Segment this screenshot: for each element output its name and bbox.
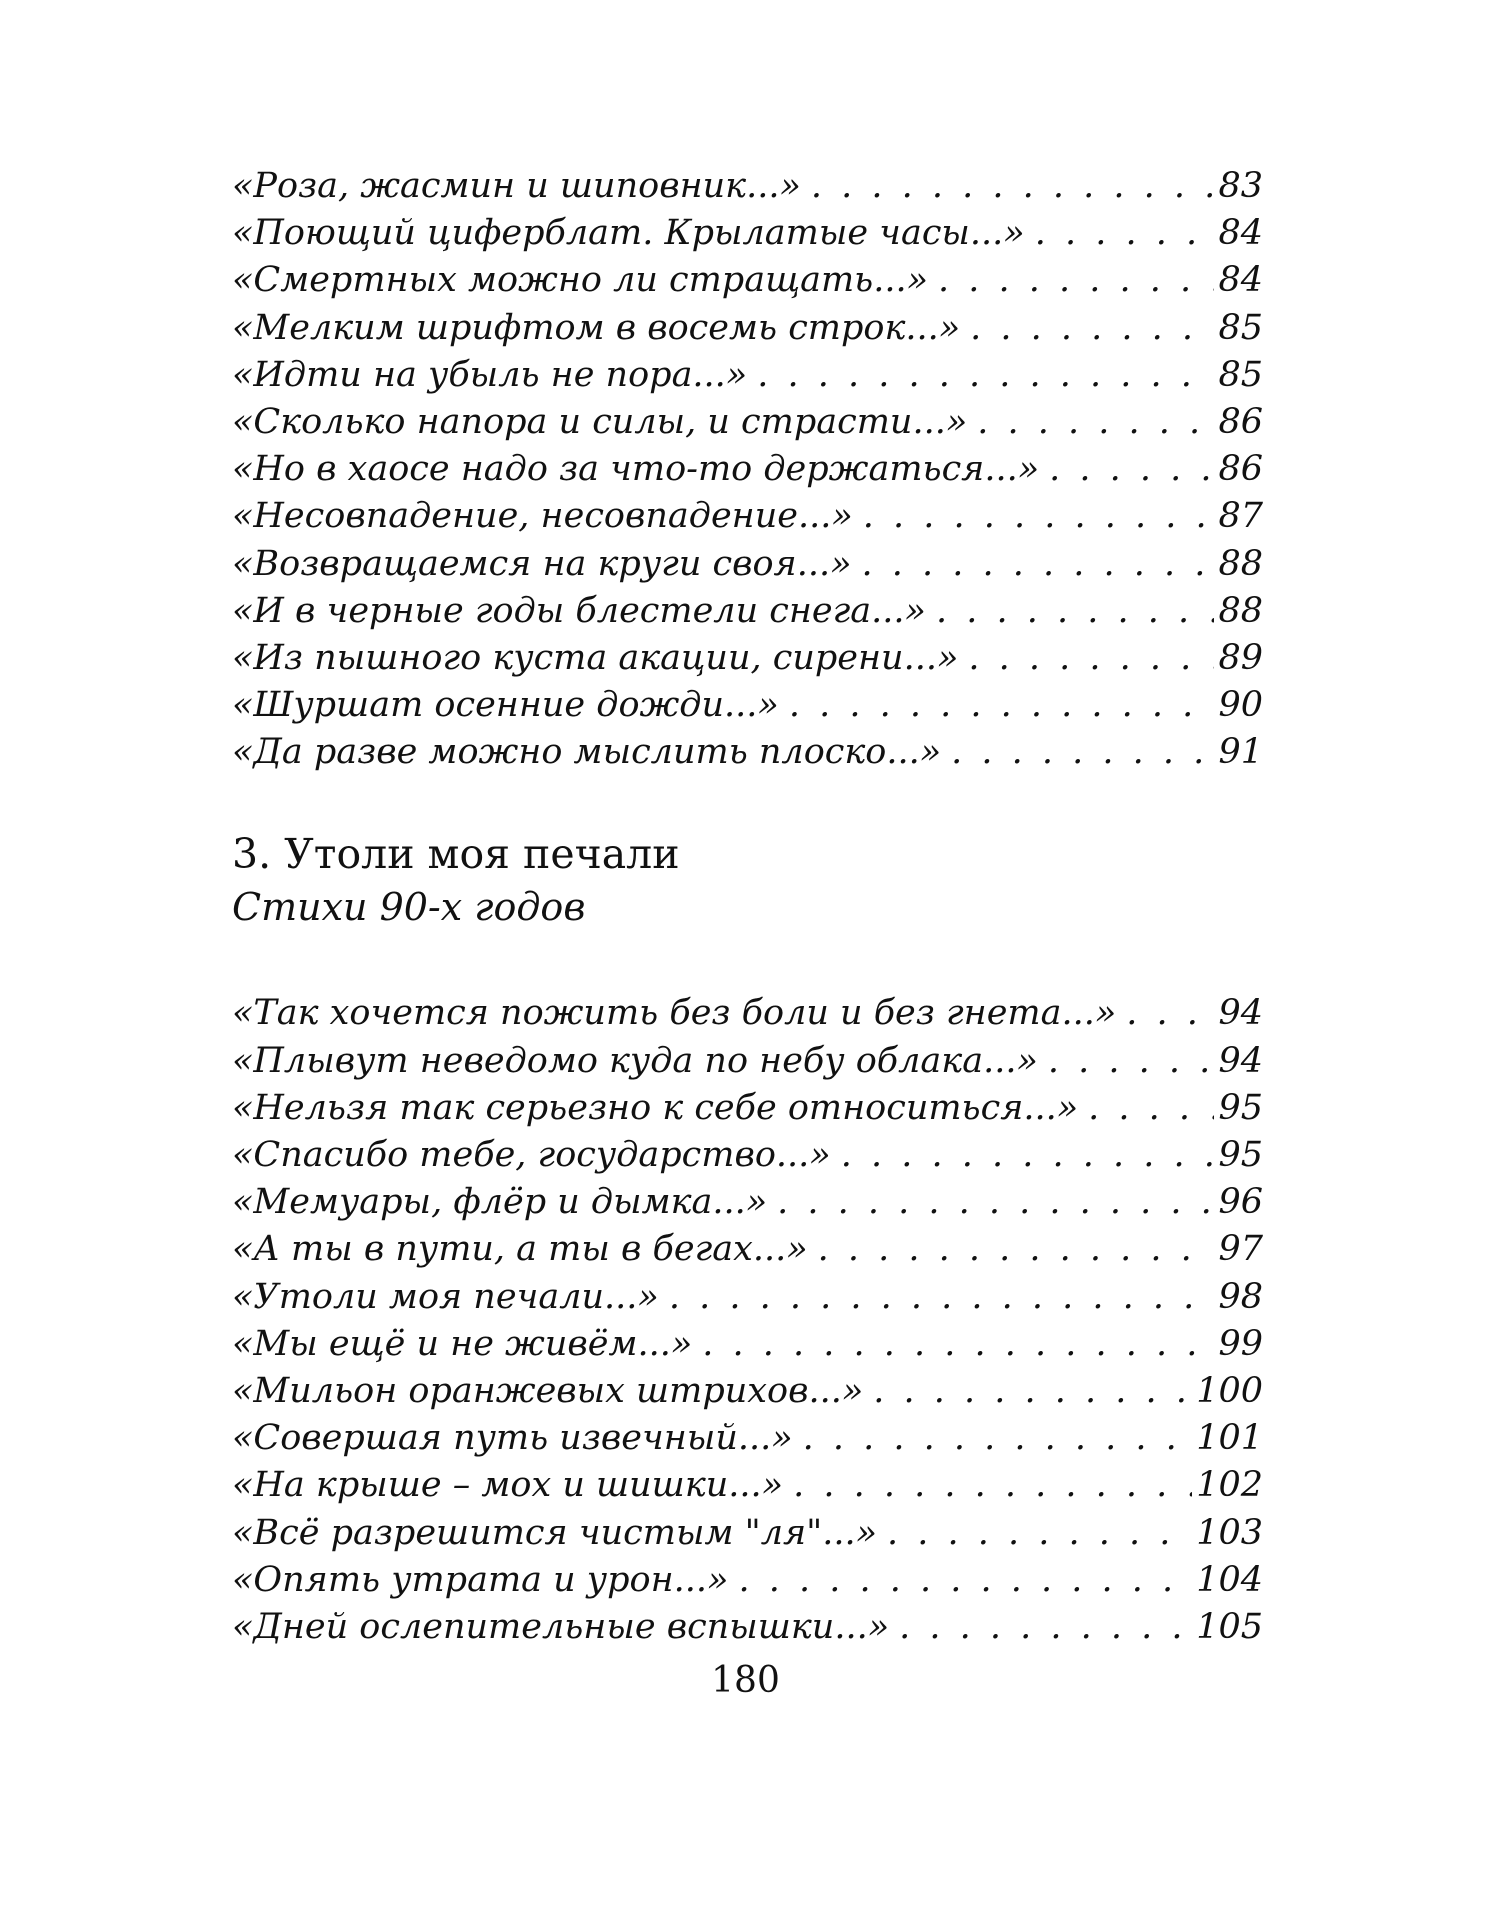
entry-page-number: 102: [1196, 1465, 1263, 1506]
entry-title: «Всё разрешится чистым "ля"...»: [232, 1512, 878, 1553]
dot-leader: [1035, 210, 1215, 257]
toc-entry: [232, 257, 1263, 304]
toc-entry: [232, 1462, 1263, 1509]
toc-list-section-2: [232, 163, 1263, 776]
entry-title: «Совершая путь извечный...»: [232, 1418, 793, 1459]
dot-leader: [803, 1415, 1193, 1462]
entry-title: «Из пышного куста акации, сирени...»: [232, 637, 959, 678]
toc-list-section-3: [232, 990, 1263, 1651]
dot-leader: [811, 163, 1215, 210]
section-heading: [232, 828, 1263, 932]
entry-title: «Опять утрата и урон...»: [232, 1559, 729, 1600]
entry-page-number: 97: [1218, 1229, 1263, 1270]
entry-page-number: 103: [1196, 1512, 1263, 1553]
dot-leader: [863, 493, 1215, 540]
toc-entry: [232, 1321, 1263, 1368]
dot-leader: [970, 305, 1214, 352]
table-of-contents: [232, 163, 1263, 1651]
toc-entry: [232, 446, 1263, 493]
toc-entry: [232, 1557, 1263, 1604]
toc-entry: [232, 682, 1263, 729]
entry-page-number: 88: [1218, 543, 1263, 584]
entry-page-number: 98: [1218, 1276, 1263, 1317]
dot-leader: [887, 1510, 1192, 1557]
toc-entry: [232, 635, 1263, 682]
entry-title: «Мелким шрифтом в восемь строк...»: [232, 307, 961, 348]
toc-entry: [232, 588, 1263, 635]
toc-entry: [232, 1510, 1263, 1557]
entry-page-number: 104: [1196, 1559, 1263, 1600]
dot-leader: [702, 1321, 1214, 1368]
dot-leader: [793, 1462, 1192, 1509]
entry-title: «Спасибо тебе, государство...»: [232, 1135, 831, 1175]
dot-leader: [1049, 446, 1214, 493]
dot-leader: [936, 588, 1215, 635]
toc-entry: [232, 729, 1263, 776]
entry-title: «Возвращаемся на круги своя...»: [232, 543, 852, 584]
dot-leader: [1048, 1038, 1215, 1085]
dot-leader: [873, 1368, 1192, 1415]
entry-page-number: 85: [1218, 354, 1263, 395]
entry-title: «На крыше – мох и шишки...»: [232, 1465, 784, 1506]
entry-title: «Но в хаосе надо за что-то держаться...»: [232, 449, 1040, 490]
entry-page-number: 88: [1218, 590, 1263, 631]
entry-title: «Дней ослепительные вспышки...»: [232, 1606, 890, 1647]
toc-entry: [232, 1368, 1263, 1415]
entry-title: «Шуршат осенние дожди...»: [232, 685, 779, 726]
toc-entry: [232, 1274, 1263, 1321]
toc-entry: [232, 305, 1263, 352]
entry-title: «Мы ещё и не живём...»: [232, 1323, 693, 1364]
entry-page-number: 84: [1218, 260, 1263, 301]
section-subtitle: Стихи 90-х годов: [232, 885, 586, 930]
entry-title: «Поющий циферблат. Крылатые часы...»: [232, 213, 1025, 254]
toc-entry: [232, 1604, 1263, 1651]
dot-leader: [1088, 1085, 1214, 1132]
entry-title: «Сколько напора и силы, и страсти...»: [232, 401, 968, 442]
toc-entry: [232, 541, 1263, 588]
entry-page-number: 86: [1218, 401, 1263, 442]
entry-title: «Плывут неведомо куда по небу облака...»: [232, 1040, 1038, 1081]
toc-entry: [232, 1226, 1263, 1273]
dot-leader: [951, 729, 1214, 776]
dot-leader: [841, 1132, 1215, 1179]
dot-leader: [669, 1274, 1215, 1321]
entry-title: «Идти на убыль не пора...»: [232, 354, 748, 395]
dot-leader: [938, 257, 1214, 304]
entry-page-number: 89: [1218, 637, 1263, 678]
toc-entry: [232, 1085, 1263, 1132]
entry-title: «Смертных можно ли стращать...»: [232, 260, 929, 301]
toc-entry: [232, 399, 1263, 446]
entry-page-number: 91: [1218, 732, 1263, 773]
toc-entry: [232, 1038, 1263, 1085]
toc-entry: [232, 352, 1263, 399]
dot-leader: [777, 1179, 1214, 1226]
dot-leader: [818, 1226, 1215, 1273]
toc-entry: [232, 1132, 1263, 1179]
dot-leader: [789, 682, 1215, 729]
dot-leader: [862, 541, 1215, 588]
dot-leader: [977, 399, 1214, 446]
entry-title: «И в черные годы блестели снега...»: [232, 590, 926, 631]
entry-title: «Мильон оранжевых штрихов...»: [232, 1370, 864, 1411]
entry-page-number: 94: [1218, 993, 1263, 1034]
entry-page-number: 87: [1218, 496, 1263, 537]
entry-page-number: 95: [1218, 1135, 1263, 1175]
entry-page-number: 86: [1218, 449, 1263, 490]
entry-title: «Несовпадение, несовпадение...»: [232, 496, 853, 537]
toc-entry: [232, 990, 1263, 1037]
dot-leader: [757, 352, 1214, 399]
entry-page-number: 94: [1218, 1040, 1263, 1081]
toc-entry: [232, 493, 1263, 540]
entry-page-number: 90: [1218, 685, 1263, 726]
entry-page-number: 101: [1196, 1418, 1263, 1459]
entry-title: «А ты в пути, а ты в бегах...»: [232, 1229, 808, 1270]
entry-title: «Да разве можно мыслить плоско...»: [232, 732, 942, 773]
entry-page-number: 95: [1218, 1087, 1263, 1128]
toc-entry: [232, 163, 1263, 210]
toc-entry: [232, 1415, 1263, 1462]
entry-page-number: 105: [1196, 1606, 1263, 1647]
section-title: 3. Утоли моя печали: [232, 830, 680, 879]
dot-leader: [899, 1604, 1192, 1651]
entry-page-number: 99: [1218, 1323, 1263, 1364]
entry-title: «Роза, жасмин и шиповник...»: [232, 166, 801, 206]
entry-page-number: 96: [1218, 1182, 1263, 1223]
entry-title: «Мемуары, флёр и дымка...»: [232, 1182, 768, 1223]
entry-title: «Нельзя так серьезно к себе относиться...»: [232, 1087, 1079, 1128]
dot-leader: [738, 1557, 1192, 1604]
entry-page-number: 85: [1218, 307, 1263, 348]
dot-leader: [1126, 990, 1214, 1037]
entry-page-number: 83: [1218, 166, 1263, 206]
dot-leader: [968, 635, 1214, 682]
entry-title: «Утоли моя печали...»: [232, 1276, 659, 1317]
entry-page-number: 84: [1218, 213, 1263, 254]
toc-entry: [232, 210, 1263, 257]
toc-entry: [232, 1179, 1263, 1226]
entry-title: «Так хочется пожить без боли и без гнета...»: [232, 993, 1117, 1034]
entry-page-number: 100: [1196, 1370, 1263, 1411]
page-number: 180: [711, 1660, 780, 1701]
